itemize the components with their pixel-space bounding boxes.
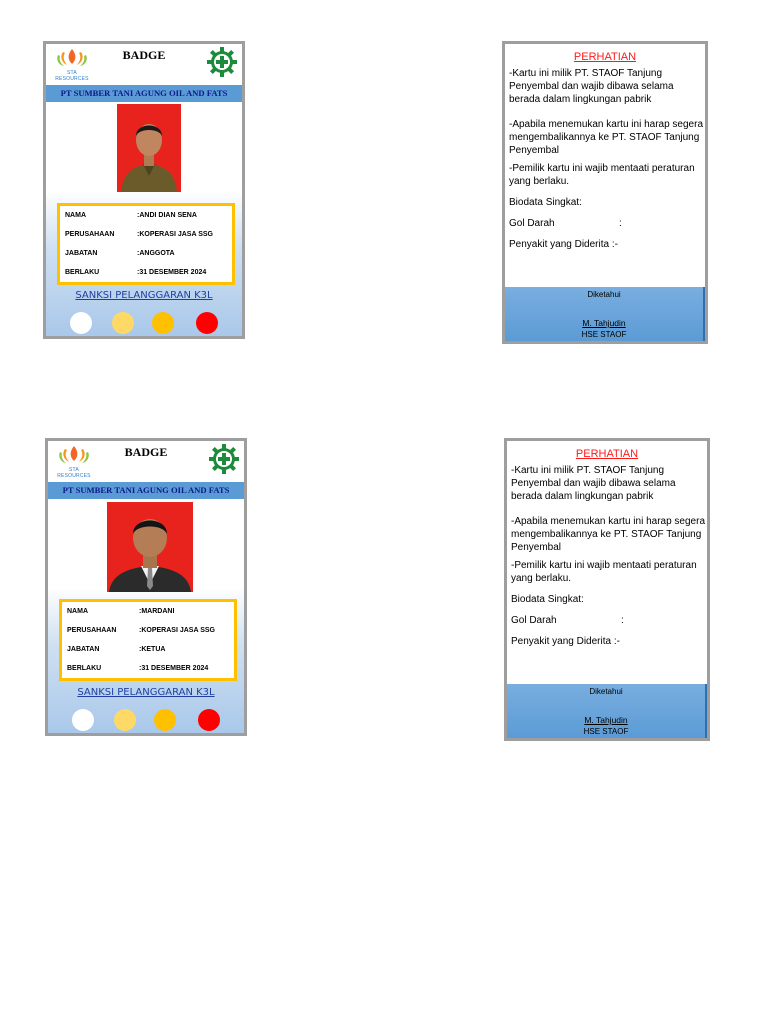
field-value: :KOPERASI JASA SSG	[139, 627, 215, 634]
signature-footer	[507, 684, 707, 738]
field-label: NAMA	[65, 212, 86, 219]
safety-cross-icon	[206, 46, 238, 78]
sanction-heading: SANKSI PELANGGARAN K3L	[77, 687, 215, 698]
biodata-label: Biodata Singkat:	[511, 594, 584, 605]
notice-rule-3: -Pemilik kartu ini wajib mentaati peraturan yang berlaku.	[509, 163, 695, 187]
safety-cross-icon	[208, 443, 240, 475]
field-label: PERUSAHAAN	[67, 627, 117, 634]
id-badge-front	[45, 438, 247, 736]
sanction-heading: SANKSI PELANGGARAN K3L	[75, 290, 213, 301]
field-label: BERLAKU	[65, 269, 100, 276]
sanction-dot-white	[70, 312, 92, 334]
notice-rule-2: -Apabila menemukan kartu ini harap segera mengembalikannya ke PT. STAOF Tanjung Penyembal	[511, 516, 705, 553]
field-value: :MARDANI	[139, 608, 175, 615]
penyakit-label: Penyakit yang Diderita :-	[509, 239, 618, 250]
field-label: JABATAN	[65, 250, 98, 257]
notice-rule-2: -Apabila menemukan kartu ini harap segera mengembalikannya ke PT. STAOF Tanjung Penyembal	[509, 119, 703, 156]
sanction-dot-red	[196, 312, 218, 334]
signer-title: HSE STAOF	[583, 727, 629, 736]
sanction-dot-yellow	[154, 709, 176, 731]
signature-footer	[505, 287, 705, 341]
biodata-label: Biodata Singkat:	[509, 197, 582, 208]
signer-title: HSE STAOF	[581, 330, 627, 339]
employee-photo	[117, 104, 181, 192]
logo-text: STA RESOURCES	[55, 70, 89, 82]
diketahui-label: Diketahui	[587, 290, 621, 299]
id-badge-front	[43, 41, 245, 339]
gol-darah-colon: :	[621, 615, 624, 626]
badge-title: BADGE	[122, 48, 166, 62]
id-badge-back	[502, 41, 708, 344]
gol-darah-label: Gol Darah	[509, 218, 555, 229]
field-label: NAMA	[67, 608, 88, 615]
field-value: :KETUA	[139, 646, 166, 653]
field-label: BERLAKU	[67, 665, 102, 672]
info-row-jabatan	[67, 646, 235, 658]
field-value: :31 DESEMBER 2024	[137, 269, 207, 276]
notice-rule-1: -Kartu ini milik PT. STAOF Tanjung Penyembal dan wajib dibawa selama berada dalam lingkungan pabrik	[509, 68, 674, 105]
company-name: PT SUMBER TANI AGUNG OIL AND FATS	[48, 482, 244, 499]
penyakit-label: Penyakit yang Diderita :-	[511, 636, 620, 647]
signer-name: M. Tahjudin	[582, 318, 626, 328]
sanction-dot-yellow	[152, 312, 174, 334]
employee-info-box	[57, 203, 235, 285]
logo-text: STA RESOURCES	[57, 467, 91, 479]
field-label: JABATAN	[67, 646, 100, 653]
notice-title: PERHATIAN	[575, 448, 639, 460]
field-value: :ANGGOTA	[137, 250, 175, 257]
info-row-nama	[67, 608, 235, 620]
gol-darah-colon: :	[619, 218, 622, 229]
info-row-perusahaan	[67, 627, 235, 639]
diketahui-label: Diketahui	[589, 687, 623, 696]
info-row-nama	[65, 212, 233, 224]
employee-info-box	[59, 599, 237, 681]
sanction-dot-light-yellow	[112, 312, 134, 334]
sanction-dot-light-yellow	[114, 709, 136, 731]
signer-name: M. Tahjudin	[584, 715, 628, 725]
field-value: :31 DESEMBER 2024	[139, 665, 209, 672]
notice-rule-1: -Kartu ini milik PT. STAOF Tanjung Penyembal dan wajib dibawa selama berada dalam lingkungan pabrik	[511, 465, 676, 502]
notice-rule-3: -Pemilik kartu ini wajib mentaati peraturan yang berlaku.	[511, 560, 697, 584]
gol-darah-label: Gol Darah	[511, 615, 557, 626]
field-value: :KOPERASI JASA SSG	[137, 231, 213, 238]
badge-title: BADGE	[124, 445, 168, 459]
notice-title: PERHATIAN	[573, 51, 637, 63]
sanction-dot-red	[198, 709, 220, 731]
info-row-perusahaan	[65, 231, 233, 243]
field-value: :ANDI DIAN SENA	[137, 212, 197, 219]
field-label: PERUSAHAAN	[65, 231, 115, 238]
info-row-berlaku	[67, 665, 235, 677]
id-badge-back	[504, 438, 710, 741]
company-name: PT SUMBER TANI AGUNG OIL AND FATS	[46, 85, 242, 102]
info-row-berlaku	[65, 269, 233, 281]
employee-photo	[107, 502, 193, 592]
info-row-jabatan	[65, 250, 233, 262]
sanction-dot-white	[72, 709, 94, 731]
